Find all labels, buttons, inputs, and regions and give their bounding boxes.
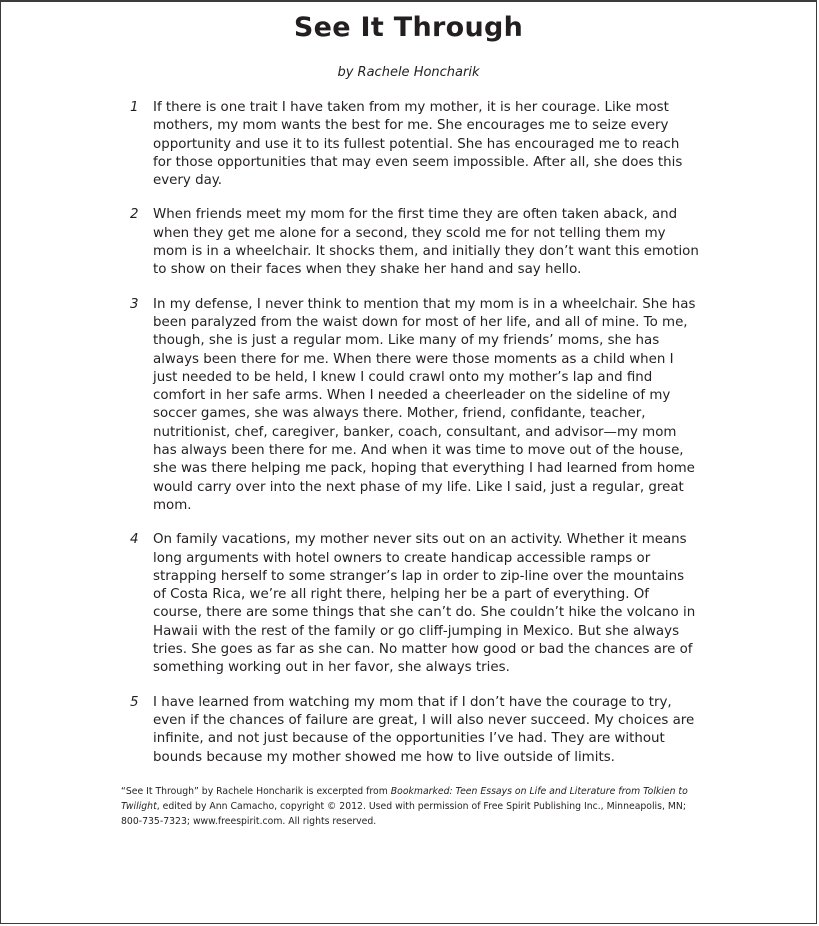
paragraph-5 (121, 694, 701, 767)
paragraph-number: 3 (130, 296, 139, 312)
credit-book-title: Bookmarked: Teen Essays on Life and Literature from Tolkien to Twilight (121, 786, 688, 812)
credit-prefix: “See It Through” by Rachele Honcharik is excerpted from (121, 786, 391, 797)
credit-suffix: , edited by Ann Camacho, copyright © 2012. Used with permission of Free Spirit Publishing Inc., Minneapolis, MN; 800-735-7323; www.freespirit.com. All rights reserved. (121, 801, 687, 827)
paragraph-text: I have learned from watching my mom that if I don’t have the courage to try, even if the chances of failure are great, I will also never succeed. My choices are infinite, and not just because of the opportunities I’ve had. They are without bounds because my mother showed me how to live outside of limits. (153, 694, 695, 765)
paragraph-number: 4 (130, 532, 139, 548)
paragraph-text: When friends meet my mom for the first time they are often taken aback, and when they get me alone for a second, they scold me for not telling them my mom is in a wheelchair. It shocks them, and initially they don’t want this emotion to show on their faces when they shake her hand and say hello. (153, 207, 699, 278)
paragraph-number: 5 (130, 694, 139, 710)
paragraph-number: 1 (130, 100, 139, 115)
paragraph-3 (121, 296, 701, 516)
essay-body (121, 99, 701, 783)
paragraph-text: If there is one trait I have taken from my mother, it is her courage. Like most mothers, my mom wants the best for me. She encourages me to seize every opportunity and use it to its fullest potential. She has encouraged me to reach for those opportunities that may even seem impossible. After all, she does this every day. (153, 100, 683, 189)
paragraph-number: 2 (130, 207, 139, 223)
page-title: See It Through (293, 12, 524, 43)
paragraph-1 (121, 99, 701, 190)
copyright-credit (121, 784, 706, 829)
paragraph-text: In my defense, I never think to mention that my mom is in a wheelchair. She has been paralyzed from the waist down for most of her life, and all of mine. To me, though, she is just a regular mom. Like many of my friends’ moms, she has always been there for me. When there were those moments as a child when I just needed to be held, I knew I could crawl onto my mother’s lap and find comfort in her safe arms. When I needed a cheerleader on the sideline of my soccer games, she was always there. Mother, friend, confidante, teacher, nutritionist, chef, caregiver, banker, coach, consultant, and advisor—my mom has always been there for me. And when it was time to move out of the house, she was there helping me pack, hoping that everything I had learned from home would carry over into the next phase of my life. Like I said, just a regular, great mom. (153, 296, 696, 513)
byline: by Rachele Honcharik (337, 65, 480, 80)
paragraph-4 (121, 531, 701, 677)
paragraph-2 (121, 206, 701, 279)
paragraph-text: On family vacations, my mother never sits out on an activity. Whether it means long arguments with hotel owners to create handicap accessible ramps or strapping herself to some stranger’s lap in order to zip-line over the mountains of Costa Rica, we’re all right there, helping her be a part of everything. Of course, there are some things that she can’t do. She couldn’t hike the volcano in Hawaii with the rest of the family or go cliff-jumping in Mexico. But she always tries. She goes as far as she can. No matter how good or bad the chances are of something working out in her favor, she always tries. (153, 532, 696, 676)
